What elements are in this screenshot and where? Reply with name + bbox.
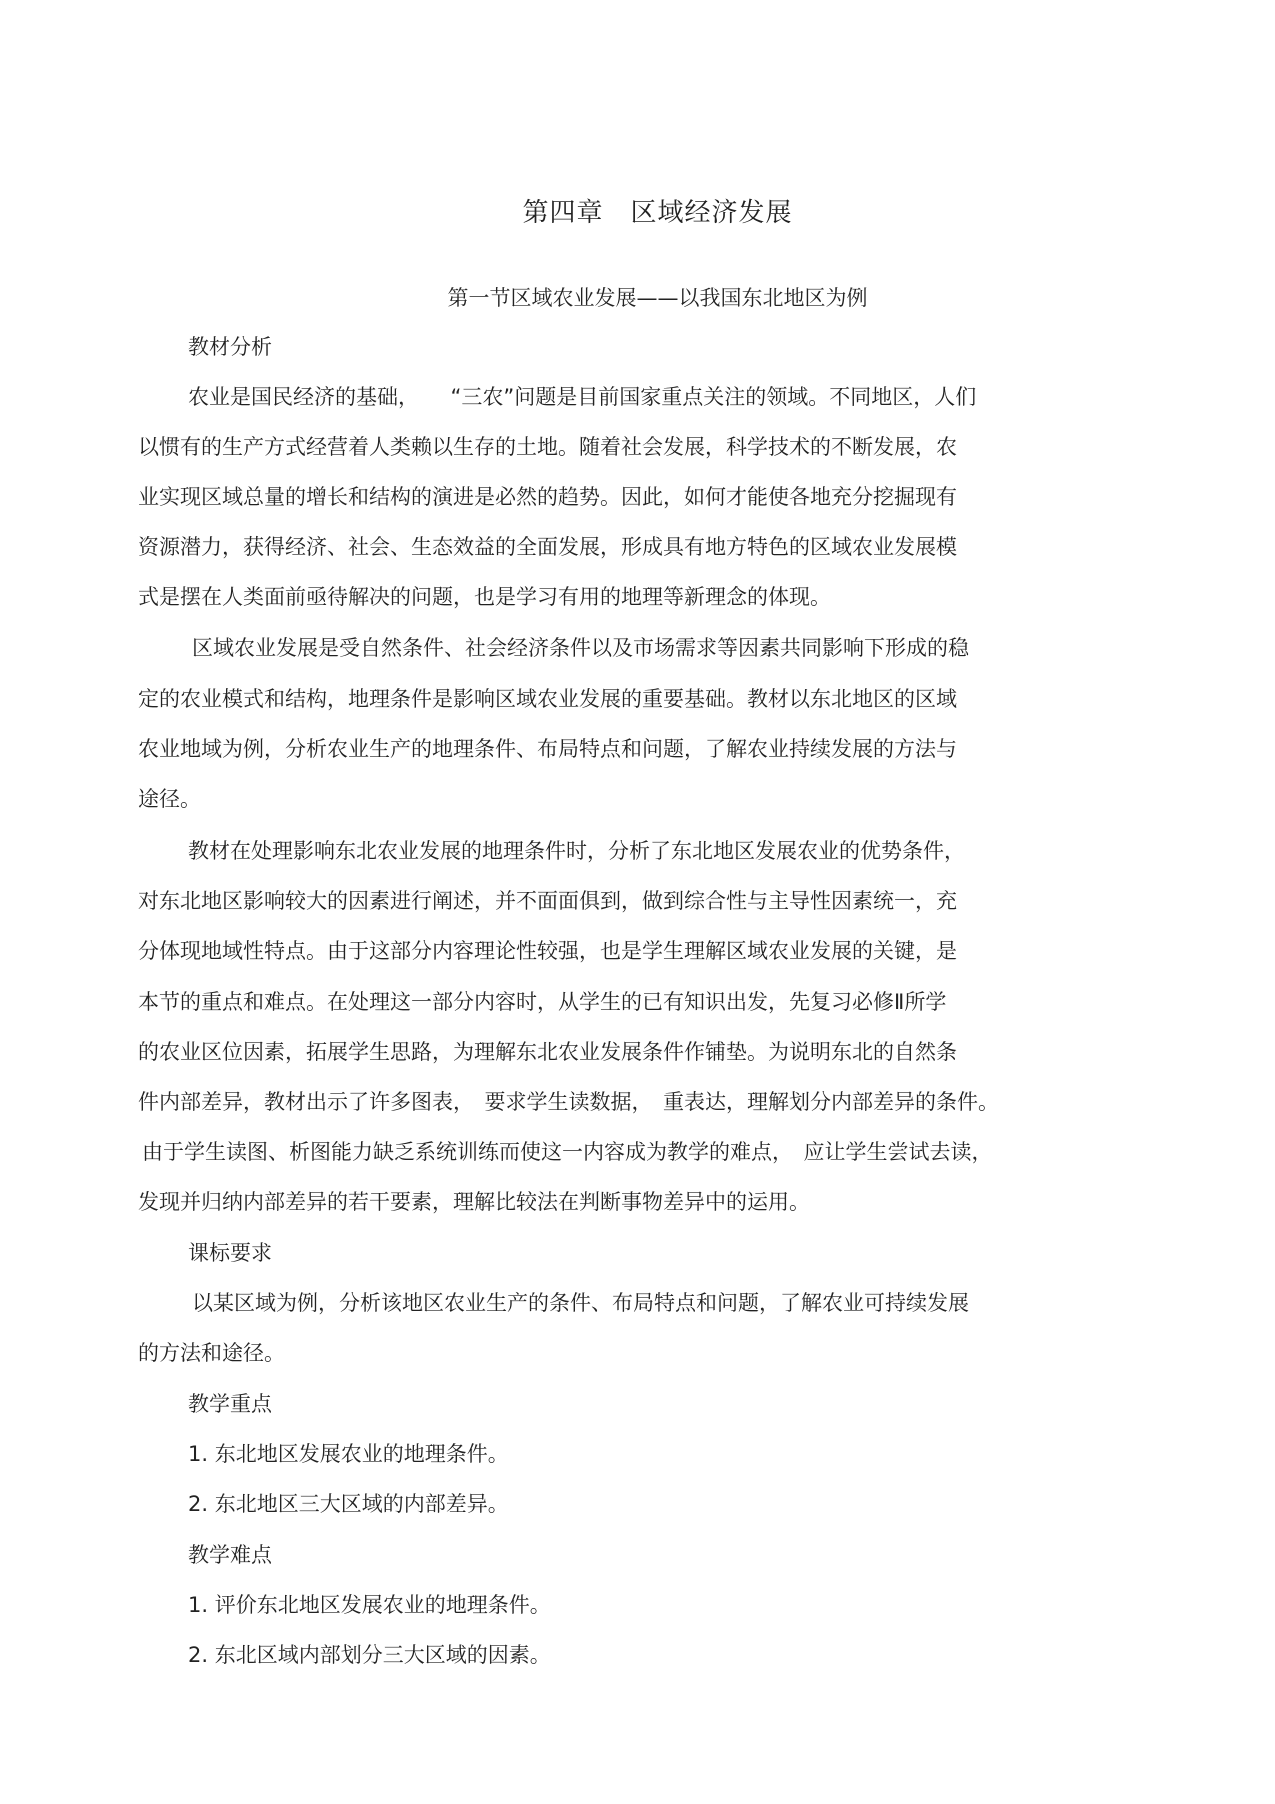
paragraph-line: 分体现地域性特点。由于这部分内容理论性较强，也是学生理解区域农业发展的关键，是: [138, 939, 957, 963]
heading-teaching-difficulties: 教学难点: [188, 1543, 272, 1567]
paragraph-line: 的农业区位因素，拓展学生思路，为理解东北农业发展条件作铺垫。为说明东北的自然条: [138, 1040, 957, 1064]
heading-teaching-focus: 教学重点: [188, 1392, 272, 1416]
heading-textbook-analysis: 教材分析: [188, 335, 272, 359]
paragraph-line: 资源潜力，获得经济、社会、生态效益的全面发展，形成具有地方特色的区域农业发展模: [138, 535, 957, 559]
paragraph-line: 本节的重点和难点。在处理这一部分内容时，从学生的已有知识出发，先复习必修Ⅱ所学: [138, 990, 947, 1014]
paragraph-line: 业实现区域总量的增长和结构的演进是必然的趋势。因此，如何才能使各地充分挖掘现有: [138, 485, 957, 509]
list-item: 2. 东北区域内部划分三大区域的因素。: [188, 1643, 551, 1667]
paragraph-line: 以惯有的生产方式经营着人类赖以生存的土地。随着社会发展，科学技术的不断发展，农: [138, 435, 957, 459]
paragraph-line: 件内部差异，教材出示了许多图表， 要求学生读数据， 重表达，理解划分内部差异的条件。: [138, 1090, 999, 1114]
paragraph-line: 农业是国民经济的基础， “三农”问题是目前国家重点关注的领域。不同地区，人们: [188, 385, 977, 409]
paragraph-line: 发现并归纳内部差异的若干要素，理解比较法在判断事物差异中的运用。: [138, 1190, 810, 1214]
paragraph-line: 教材在处理影响东北农业发展的地理条件时，分析了东北地区发展农业的优势条件，: [188, 839, 965, 863]
list-item: 1. 东北地区发展农业的地理条件。: [188, 1442, 509, 1466]
paragraph-line: 定的农业模式和结构，地理条件是影响区域农业发展的重要基础。教材以东北地区的区域: [138, 687, 957, 711]
list-item: 1. 评价东北地区发展农业的地理条件。: [188, 1593, 551, 1617]
paragraph-line: 式是摆在人类面前亟待解决的问题，也是学习有用的地理等新理念的体现。: [138, 585, 831, 609]
paragraph-line: 由于学生读图、析图能力缺乏系统训练而使这一内容成为教学的难点， 应让学生尝试去读，: [142, 1140, 993, 1164]
chapter-title: 第四章 区域经济发展: [522, 198, 793, 228]
heading-curriculum-requirements: 课标要求: [188, 1241, 272, 1265]
paragraph-line: 对东北地区影响较大的因素进行阐述，并不面面俱到，做到综合性与主导性因素统一，充: [138, 889, 957, 913]
list-item: 2. 东北地区三大区域的内部差异。: [188, 1492, 509, 1516]
paragraph-line: 农业地域为例，分析农业生产的地理条件、布局特点和问题，了解农业持续发展的方法与: [138, 737, 957, 761]
paragraph-line: 区域农业发展是受自然条件、社会经济条件以及市场需求等因素共同影响下形成的稳: [192, 636, 969, 660]
paragraph-line: 的方法和途径。: [138, 1341, 285, 1365]
paragraph-line: 途径。: [138, 787, 201, 811]
section-title: 第一节区域农业发展——以我国东北地区为例: [447, 286, 868, 310]
paragraph-line: 以某区域为例，分析该地区农业生产的条件、布局特点和问题，了解农业可持续发展: [192, 1291, 969, 1315]
